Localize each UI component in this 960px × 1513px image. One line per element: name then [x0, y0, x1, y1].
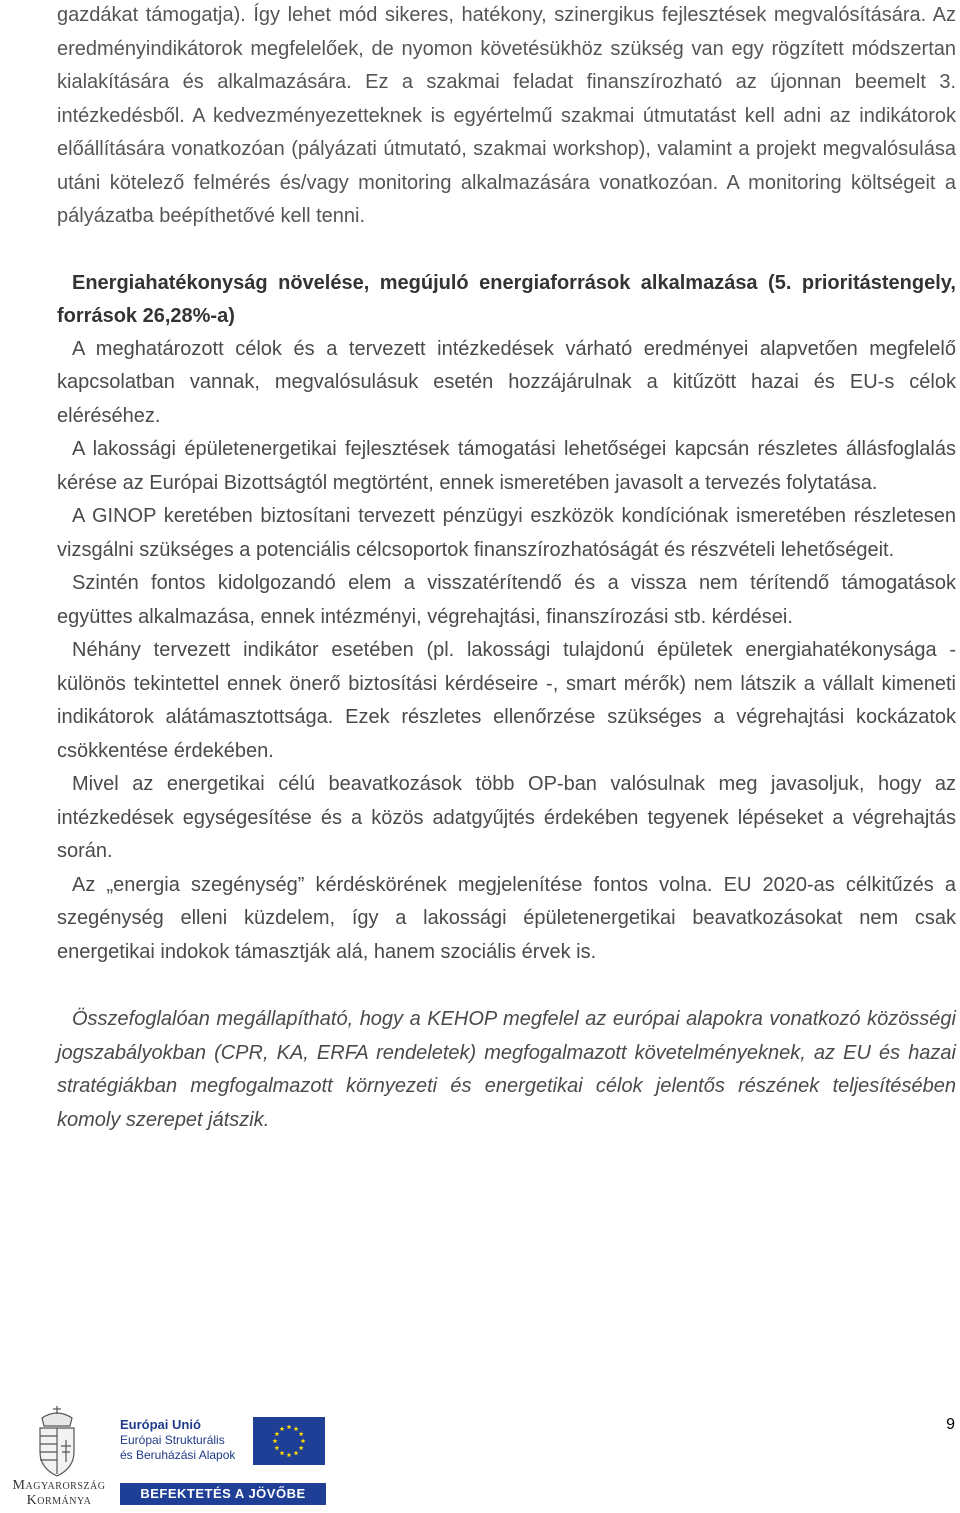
eu-subtitle-2: és Beruházási Alapok	[120, 1448, 236, 1462]
eu-slogan: BEFEKTETÉS A JÖVŐBE	[120, 1483, 326, 1505]
page-number: 9	[946, 1416, 955, 1433]
intro-paragraph: gazdákat támogatja). Így lehet mód sikeres, hatékony, szinergikus fejlesztések megvalósítására. Az eredményindikátorok megfelelőek, de nyomon követésükhöz szükség van egy rögzített módszertan kialakítására és alkalmazására. Ez a szakmai feladat finanszírozható az újonnan beemelt 3. intézkedésből. A kedvezményezetteknek is egyértelmű szakmai útmutatást kell adni az indikátorok előállítására vonatkozóan (pályázati útmutató, szakmai workshop), valamint a projekt megvalósulása utáni kötelező felmérés és/vagy monitoring alkalmazására vonatkozóan. A monitoring költségeit a pályázatba beépíthetővé kell tenni.	[57, 4, 956, 227]
paragraph-2: A lakossági épületenergetikai fejlesztések támogatási lehetőségei kapcsán részletes állásfoglalás kérése az Európai Bizottságtól megtörtént, ennek ismeretében javasolt a tervezés folytatása.	[57, 438, 956, 494]
paragraph-6: Mivel az energetikai célú beavatkozások több OP-ban valósulnak meg javasoljuk, hogy az intézkedések egységesítése és a közös adatgyűjtés érdekében tegyenek lépéseket a végrehajtás során.	[57, 773, 956, 862]
eu-title: Európai Unió	[120, 1417, 201, 1432]
spacer	[57, 969, 956, 1003]
page-footer	[0, 1400, 960, 1513]
paragraph-7: Az „energia szegénység” kérdéskörének megjelenítése fontos volna. EU 2020-as célkitűzés a szegénység elleni küzdelem, így a lakossági épületenergetikai beavatkozásokat nem csak energetikai indokok támasztják alá, hanem szociális érvek is.	[57, 873, 956, 963]
gov-line-2: Kormánya	[26, 1493, 92, 1508]
paragraph-4: Szintén fontos kidolgozandó elem a visszatérítendő és a vissza nem térítendő támogatások együttes alkalmazása, ennek intézményi, végrehajtási, finanszírozási stb. kérdései.	[57, 572, 956, 628]
government-logo-text	[4, 1478, 114, 1508]
paragraph-3: A GINOP keretében biztosítani tervezett pénzügyi eszközök kondíciónak ismeretében részletesen vizsgálni szükséges a potenciális célcsoportok finanszírozhatóságát és részvételi lehetőségeit.	[57, 505, 956, 561]
summary-paragraph: Összefoglalóan megállapítható, hogy a KEHOP megfelel az európai alapokra vonatkozó közösségi jogszabályokban (CPR, KA, ERFA rendeletek) megfogalmazott követelményeknek, az EU és hazai stratégiákban megfogalmazott környezeti és energetikai célok jelentős részének teljesítésében komoly szerepet játszik.	[57, 1008, 956, 1131]
eu-logo-text	[120, 1417, 240, 1463]
paragraph-5: Néhány tervezett indikátor esetében (pl. lakossági tulajdonú épületek energiahatékonysága - különös tekintettel ennek önerő biztosítási kérdéseire -, smart mérők) nem látszik a vállalt kimeneti indikátorok alátámasztottsága. Ezek részletes ellenőrzése szükséges a végrehajtási kockázatok csökkentése érdekében.	[57, 639, 956, 762]
eu-flag-icon	[253, 1417, 325, 1465]
eu-funds-logo	[120, 1417, 326, 1506]
document-page	[57, 0, 956, 1137]
section-heading: Energiahatékonyság növelése, megújuló energiaforrások alkalmazása (5. prioritástengely, források 26,28%-a)	[57, 271, 956, 327]
paragraph-1: A meghatározott célok és a tervezett intézkedések várható eredményei alapvetően megfelelő kapcsolatban vannak, megvalósulásuk esetén hozzájárulnak a kitűzött hazai és EU-s célok eléréséhez.	[57, 337, 956, 427]
eu-subtitle-1: Európai Strukturális	[120, 1433, 225, 1447]
spacer	[57, 234, 956, 267]
gov-line-1: Magyarország	[12, 1478, 106, 1493]
